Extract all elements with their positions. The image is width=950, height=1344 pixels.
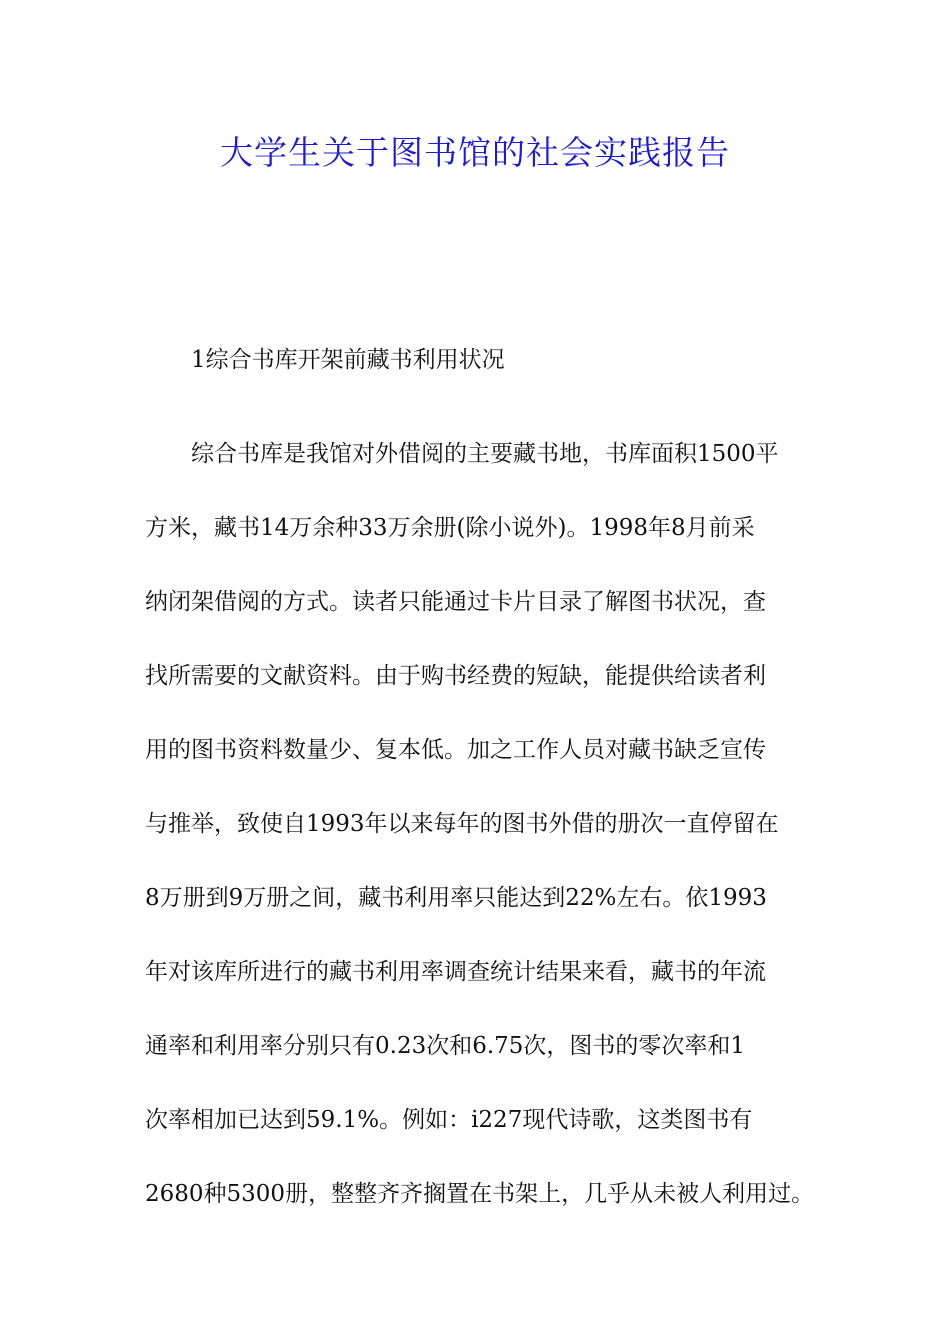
section-heading: 1综合书库开架前藏书利用状况 (191, 347, 505, 373)
paragraph-line: 通率和利用率分别只有0.23次和6.75次，图书的零次率和1 (145, 1033, 746, 1059)
paragraph-line: 综合书库是我馆对外借阅的主要藏书地，书库面积1500平 (191, 441, 779, 467)
body-paragraph (145, 417, 825, 1231)
paragraph-line: 找所需要的文献资料。由于购书经费的短缺，能提供给读者利 (145, 663, 766, 689)
paragraph-line: 方米，藏书14万余种33万余册(除小说外)。1998年8月前采 (145, 515, 755, 541)
document-title: 大学生关于图书馆的社会实践报告 (220, 133, 730, 172)
paragraph-line: 8万册到9万册之间，藏书利用率只能达到22%左右。依1993 (145, 885, 767, 911)
paragraph-line: 年对该库所进行的藏书利用率调查统计结果来看，藏书的年流 (145, 959, 766, 985)
paragraph-line: 次率相加已达到59.1%。例如：i227现代诗歌，这类图书有 (145, 1107, 753, 1133)
paragraph-line: 纳闭架借阅的方式。读者只能通过卡片目录了解图书状况，查 (145, 589, 766, 615)
paragraph-line: 2680种5300册，整整齐齐搁置在书架上，几乎从未被人利用过。 (145, 1181, 815, 1207)
paragraph-line: 用的图书资料数量少、复本低。加之工作人员对藏书缺乏宣传 (145, 737, 766, 763)
paragraph-line: 与推举，致使自1993年以来每年的图书外借的册次一直停留在 (145, 811, 779, 837)
